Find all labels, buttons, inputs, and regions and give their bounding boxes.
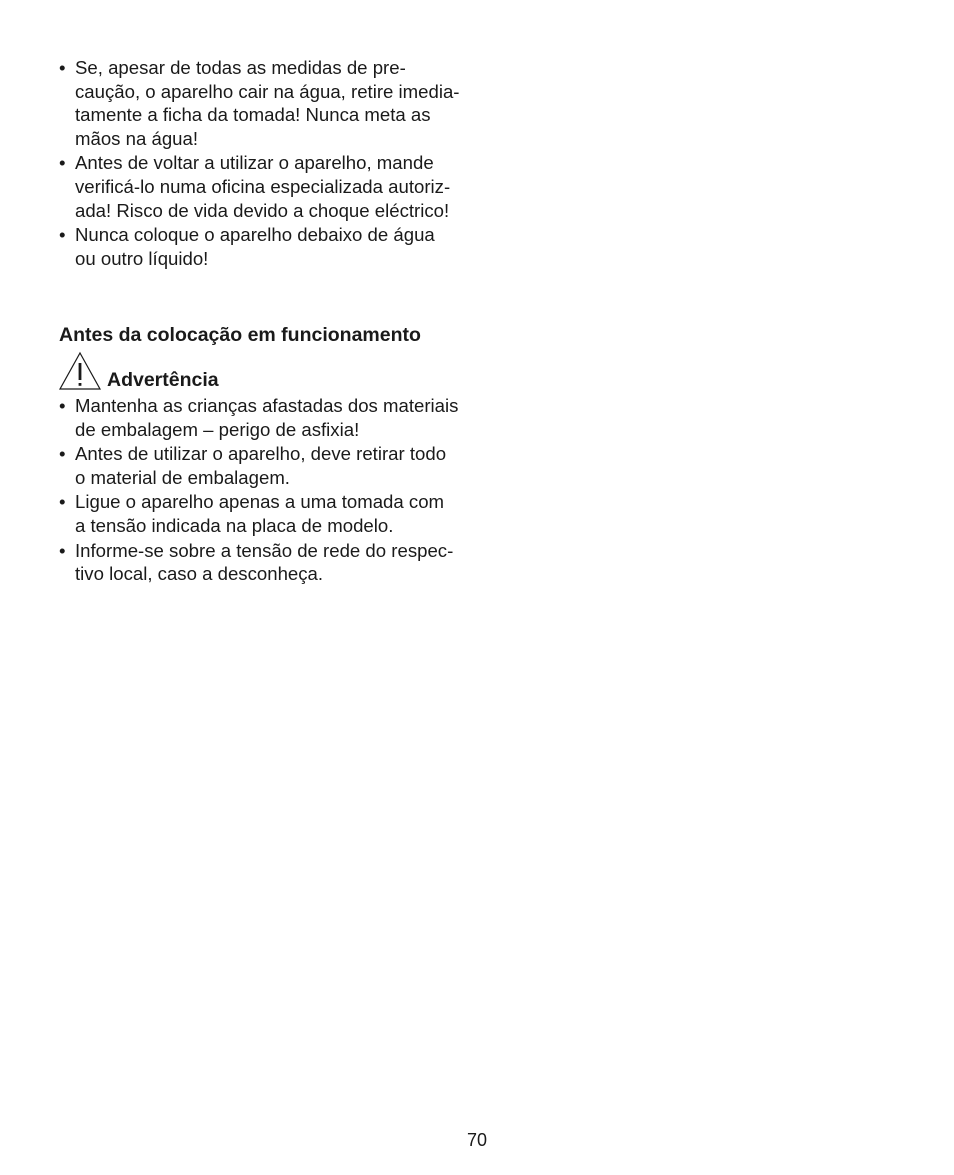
- list-item-text: Ligue o aparelho apenas a uma tomada com a tensão indicada na placa de modelo.: [75, 491, 445, 536]
- warning-bullet-list: [59, 394, 469, 586]
- list-item: [59, 56, 469, 150]
- bullet-marker: •: [59, 57, 66, 78]
- list-item-text: Antes de voltar a utilizar o aparelho, mande verificá-lo numa oficina especializada autoriz- ada! Risco de vida devido a choque eléctrico!: [75, 152, 451, 221]
- bullet-marker: •: [59, 224, 66, 246]
- list-item-text: Se, apesar de todas as medidas de pre- caução, o aparelho cair na água, retire imedia- tamente a ficha da tomada! Nunca meta as mãos na água!: [75, 57, 460, 149]
- list-item: [59, 490, 469, 537]
- list-item-text: Mantenha as crianças afastadas dos materiais de embalagem – perigo de asfixia!: [75, 395, 459, 440]
- safety-bullet-list: [59, 56, 469, 270]
- warning-triangle-icon: [58, 351, 102, 391]
- bullet-marker: •: [59, 491, 66, 513]
- bullet-marker: •: [59, 395, 66, 416]
- warning-list-section: [59, 394, 469, 587]
- page-number: 70: [466, 1130, 488, 1150]
- bullet-marker: •: [59, 152, 66, 174]
- bullet-marker: •: [59, 443, 66, 465]
- list-item: [59, 539, 469, 586]
- list-item-text: Antes de utilizar o aparelho, deve retirar todo o material de embalagem.: [75, 443, 447, 488]
- list-item: [59, 151, 469, 222]
- section-heading: Antes da colocação em funcionamento: [59, 324, 421, 346]
- list-item: [59, 394, 469, 441]
- warning-header: [58, 349, 219, 391]
- bullet-marker: •: [59, 539, 66, 561]
- safety-list-section: [59, 56, 469, 271]
- list-item: [59, 223, 469, 270]
- list-item-text: Informe-se sobre a tensão de rede do respec- tivo local, caso a desconheça.: [75, 539, 454, 585]
- list-item: [59, 442, 469, 489]
- list-item-text: Nunca coloque o aparelho debaixo de água ou outro líquido!: [75, 224, 435, 269]
- warning-label: Advertência: [107, 369, 219, 391]
